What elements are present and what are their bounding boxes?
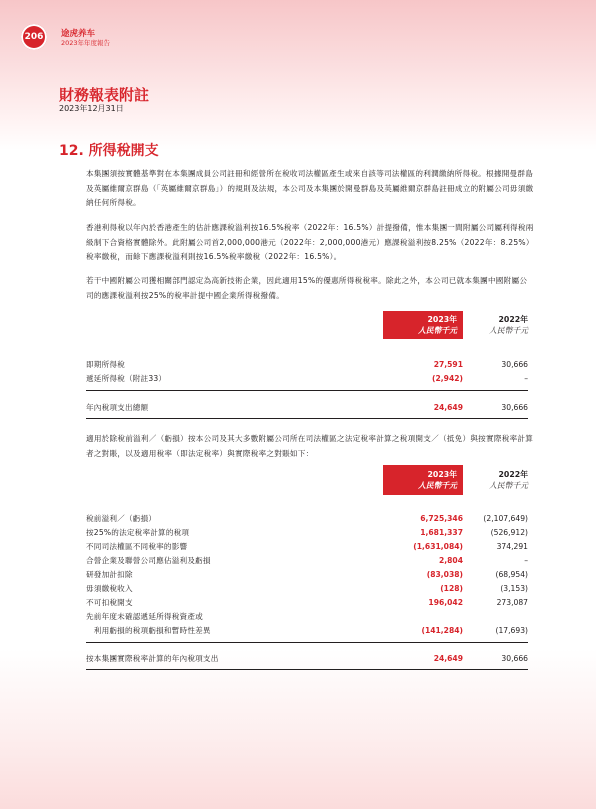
paragraph-hk-profits-tax: 香港利得稅以年內於香港產生的估計應課稅溢利按16.5%稅率（2022年：16.5%）計提撥備，惟本集團一間附屬公司屬利得稅兩級制下合資格實體除外。此附屬公司首2,000,000港元（2022年：2,000,000港元）應課稅溢利按8.25%（2022年：8.25%）稅率繳稅，而餘下應課稅溢利則按16.5%稅率繳稅（2022年：16.5%）。 [86, 223, 534, 262]
row-label: 年內稅項支出總額 [86, 403, 149, 412]
paragraph-tax-basis: 本集團須按實體基準對在本集團成員公司註冊和經營所在稅收司法權區產生或來自該等司法權區的利潤繳納所得稅。根據開曼群島及英屬維爾京群島（「英屬維爾京群島」）的規則及法規，本公司及本集團於開曼群島及英屬維爾京群島註冊成立的附屬公司毋須繳納任何所得稅。 [86, 169, 534, 208]
table-divider [86, 418, 528, 419]
table-row [86, 582, 528, 596]
row-prior-value: (3,153) [500, 584, 528, 593]
row-prior-value: 30,666 [501, 654, 528, 663]
row-prior-value: (526,912) [490, 528, 528, 537]
row-prior-value: (68,954) [495, 570, 528, 579]
table2-current-unit: 人民幣千元 [418, 481, 457, 490]
row-label: 不可扣稅開支 [86, 598, 133, 607]
row-label: 毋須繳稅收入 [86, 584, 133, 593]
row-current-value: 6,725,346 [420, 514, 463, 523]
row-label: 不同司法權區不同稅率的影響 [86, 542, 188, 551]
table-row [86, 624, 528, 638]
company-name: 途虎养车 [61, 29, 96, 39]
table2-current-year-header [383, 469, 457, 491]
header-background [0, 0, 596, 150]
paragraph-prc-tax: 若干中國附屬公司獲相關部門認定為高新技術企業，因此適用15%的優惠所得稅稅率。除此之外，本公司已就本集團中國附屬公司的應課稅溢利按25%的稅率計提中國企業所得稅撥備。 [86, 276, 528, 300]
section-title: 財務報表附註 [59, 86, 150, 104]
table2-current-year: 2023年 [427, 470, 457, 479]
row-current-value: 1,681,337 [420, 528, 463, 537]
table-divider [86, 669, 528, 670]
row-current-value: (83,038) [426, 570, 463, 579]
row-prior-value: – [524, 556, 528, 565]
table-row [86, 526, 528, 540]
table-row [86, 358, 528, 372]
row-current-value: (128) [440, 584, 463, 593]
row-current-value: 196,042 [428, 598, 463, 607]
row-label: 稅前溢利／（虧損） [86, 514, 157, 523]
row-current-value: (1,631,084) [413, 542, 463, 551]
table2-prior-year-header [466, 469, 528, 491]
row-prior-value: 30,666 [501, 360, 528, 369]
table2-prior-year: 2022年 [498, 470, 528, 479]
table1-prior-year-header [466, 314, 528, 336]
table-row [86, 596, 528, 610]
table-total-row [86, 652, 528, 666]
row-label: 遞延所得稅（附註33） [86, 374, 167, 383]
table-row [86, 554, 528, 568]
row-current-value: (2,942) [432, 374, 463, 383]
row-prior-value: (2,107,649) [483, 514, 528, 523]
table1-prior-year: 2022年 [498, 315, 528, 324]
table1-current-unit: 人民幣千元 [418, 326, 457, 335]
table-row [86, 540, 528, 554]
row-label: 研發加計扣除 [86, 570, 133, 579]
row-label: 按25%的法定稅率計算的稅項 [86, 528, 190, 537]
table1-current-year-header [383, 314, 457, 336]
row-prior-value: 30,666 [501, 403, 528, 412]
table1-prior-unit: 人民幣千元 [489, 326, 528, 335]
table2-prior-unit: 人民幣千元 [489, 481, 528, 490]
table1-current-year: 2023年 [427, 315, 457, 324]
table-row [86, 372, 528, 386]
row-label: 先前年度未確認遞延所得稅資產或 [86, 612, 203, 621]
row-prior-value: 374,291 [496, 542, 528, 551]
row-current-value: (141,284) [421, 626, 463, 635]
footer-background [0, 649, 596, 809]
table-total-row [86, 401, 528, 415]
row-current-value: 2,804 [438, 556, 463, 565]
row-prior-value: 273,087 [496, 598, 528, 607]
row-prior-value: – [524, 374, 528, 383]
report-name: 2023年年度報告 [61, 39, 111, 47]
row-label: 按本集團實際稅率計算的年內稅項支出 [86, 654, 219, 663]
paragraph-reconciliation: 適用於除稅前溢利／（虧損）按本公司及其大多數附屬公司所在司法權區之法定稅率計算之稅項開支／（抵免）與按實際稅率計算者之對賬，以及適用稅率（即法定稅率）與實際稅率之對賬如下： [86, 434, 534, 458]
table-row [86, 512, 528, 526]
section-date: 2023年12月31日 [59, 104, 124, 113]
note-title: 12. 所得稅開支 [59, 143, 159, 159]
row-current-value: 24,649 [433, 654, 463, 663]
row-label: 合營企業及聯營公司應佔溢利及虧損 [86, 556, 211, 565]
row-prior-value: (17,693) [495, 626, 528, 635]
table-row [86, 610, 528, 624]
row-label: 利用虧損的稅項虧損和暫時性差異 [86, 626, 211, 635]
row-current-value: 27,591 [433, 360, 463, 369]
table-row [86, 568, 528, 582]
row-current-value: 24,649 [433, 403, 463, 412]
page-number-badge: 206 [21, 24, 47, 50]
table-divider [86, 390, 528, 391]
row-label: 即期所得稅 [86, 360, 125, 369]
table-divider [86, 642, 528, 643]
